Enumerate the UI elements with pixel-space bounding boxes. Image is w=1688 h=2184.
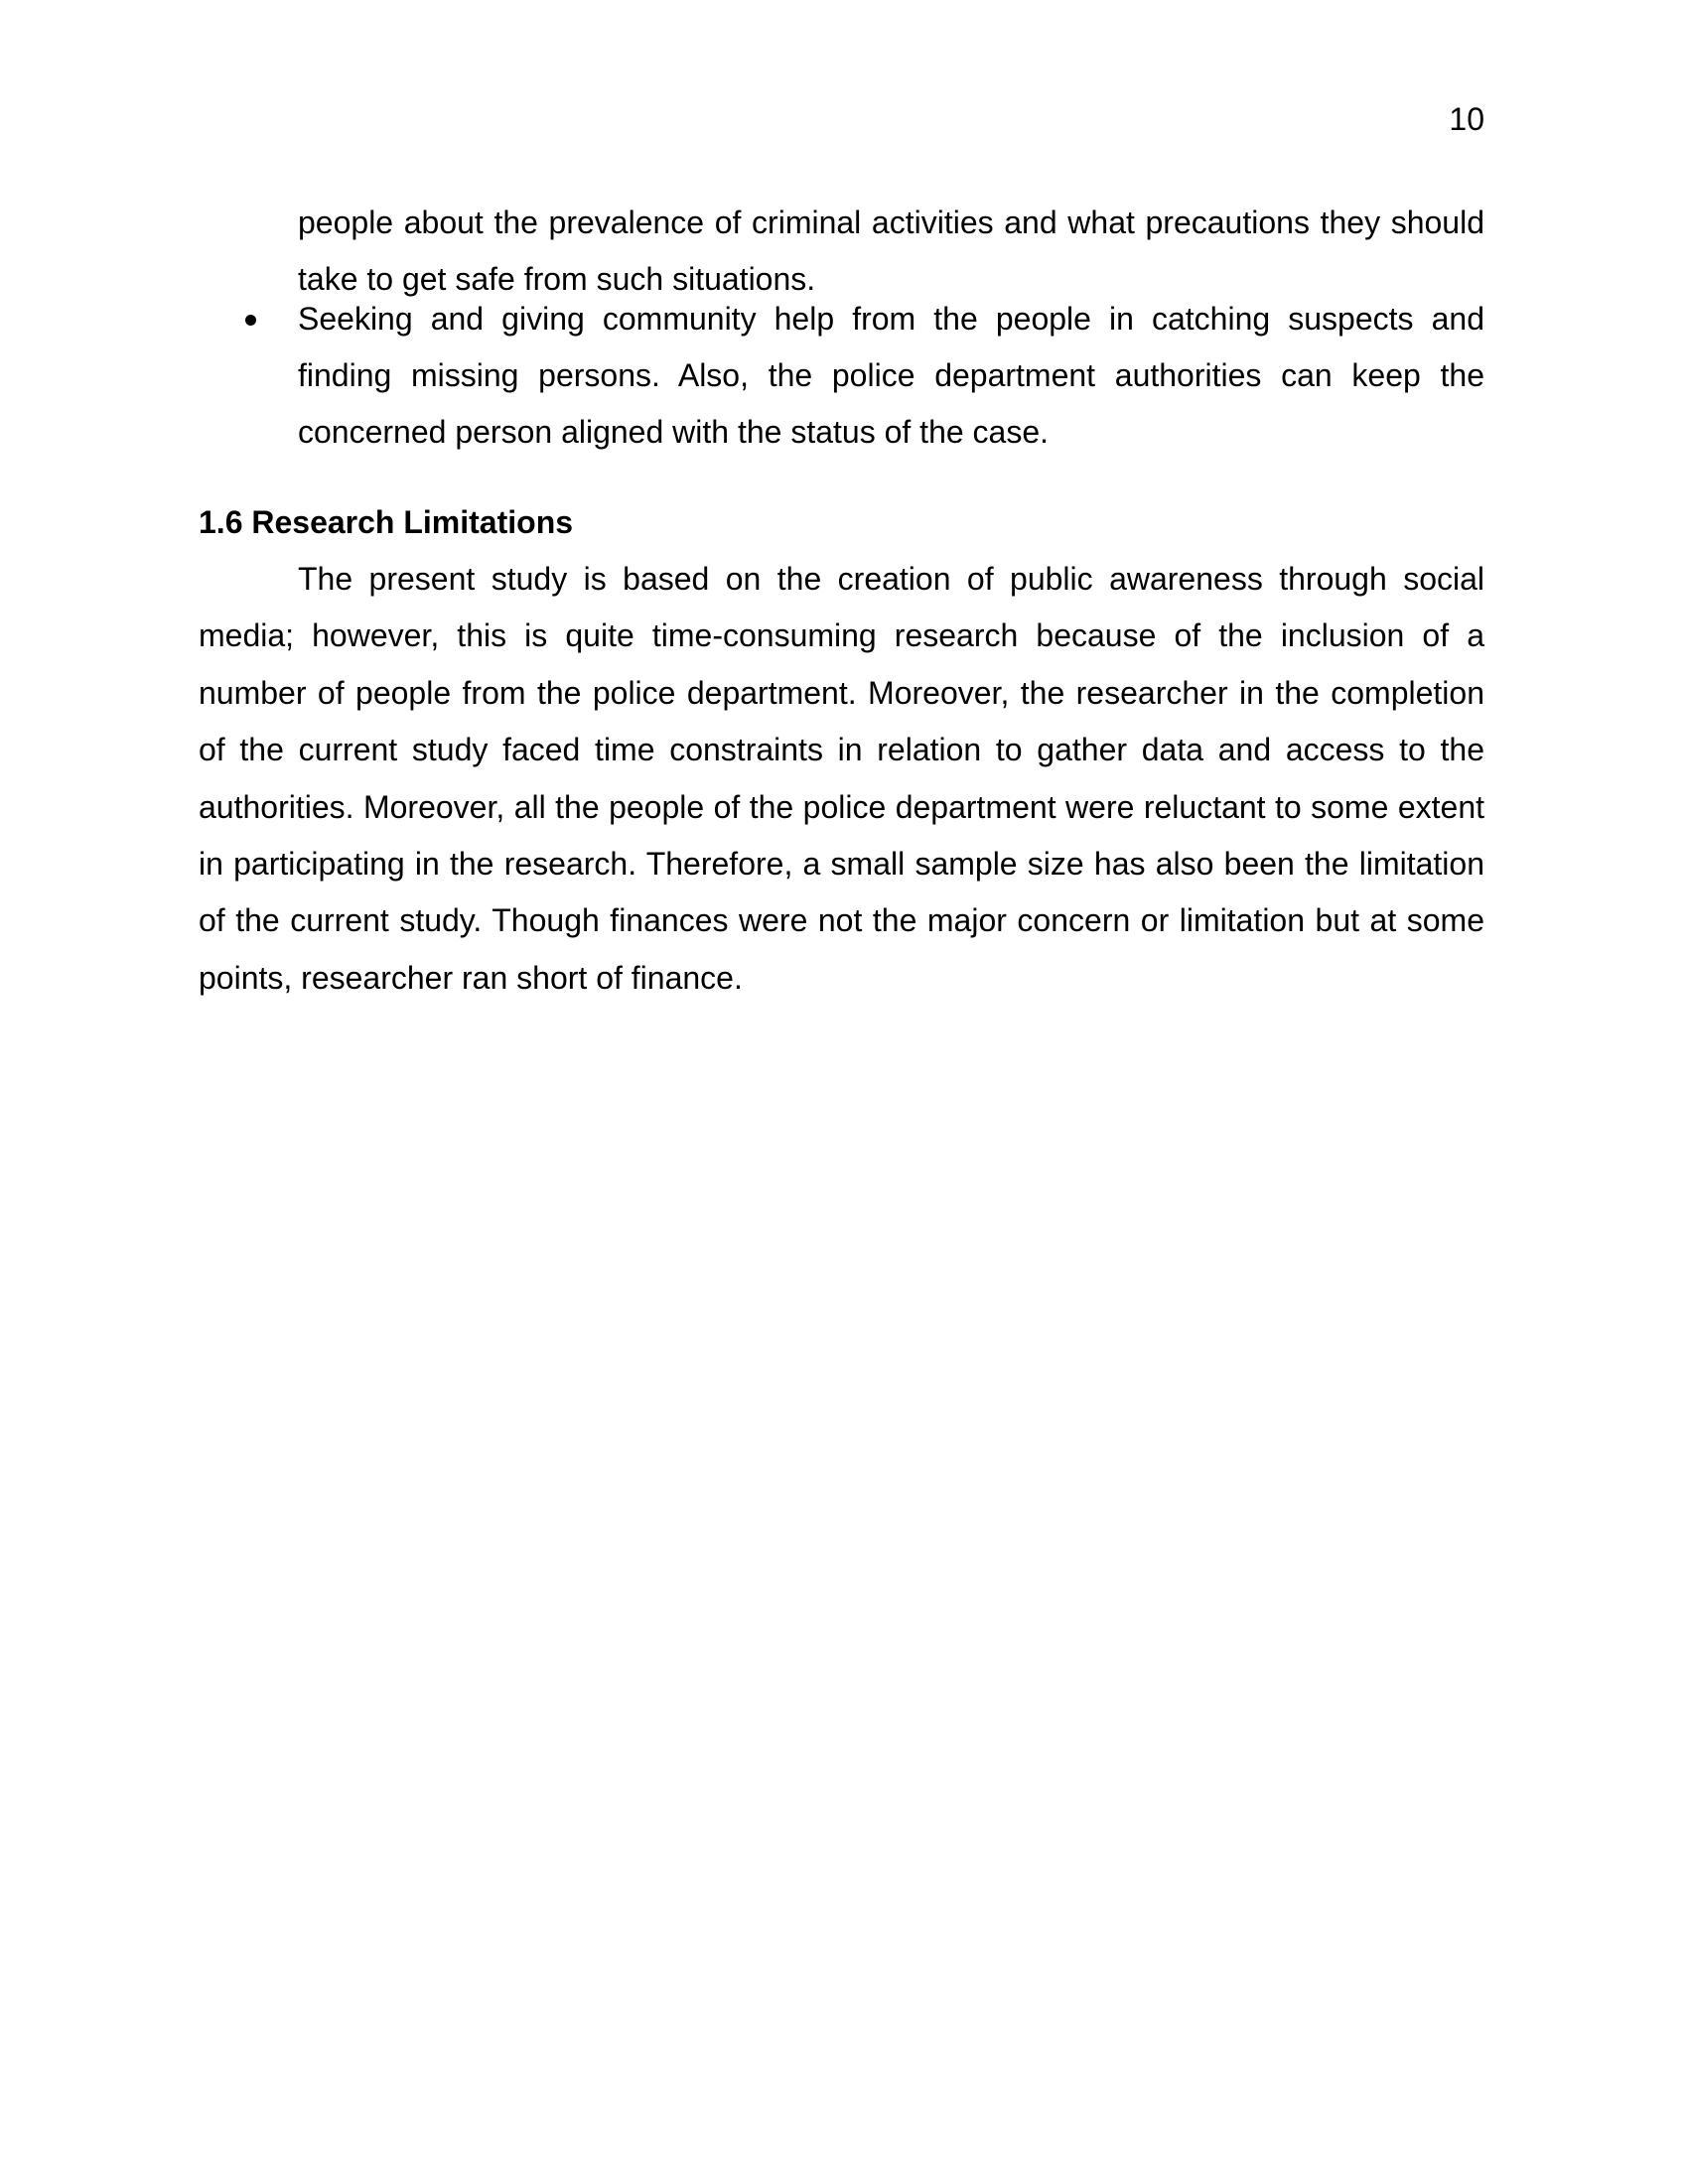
bullet-list [199,291,1484,461]
page-number: 10 [1449,101,1484,137]
bullet-item-text: Seeking and giving community help from the people in catching suspects and finding missing persons. Also, the police department authorities can keep the concerned person aligned with the status of the case. [298,301,1484,450]
page-content [199,195,1484,1007]
bullet-dot-icon [245,315,256,326]
section-paragraph: The present study is based on the creation of public awareness through social media; however, this is quite time-consuming research because of the inclusion of a number of people from the police department. Moreover, the researcher in the completion of the current study faced time constraints in relation to gather data and access to the authorities. Moreover, all the people of the police department were reluctant to some extent in participating in the research. Therefore, a small sample size has also been the limitation of the current study. Though finances were not the major concern or limitation but at some points, researcher ran short of finance. [199,561,1484,996]
section-heading: 1.6 Research Limitations [199,504,574,540]
bullet-item [199,291,1484,461]
continued-list-item-text: people about the prevalence of criminal activities and what precautions they should take to get safe from such situations. [298,205,1484,297]
